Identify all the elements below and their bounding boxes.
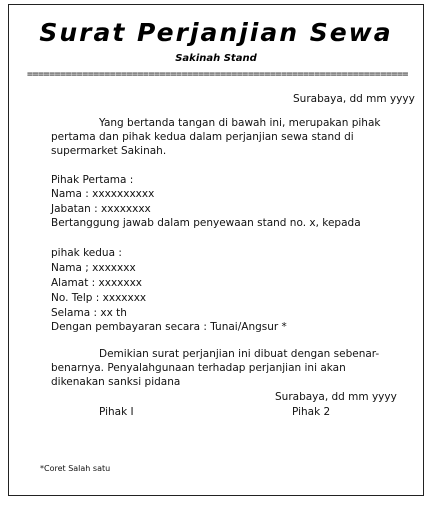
pihak-pertama-responsibility: Bertanggung jawab dalam penyewaan stand no. x, kepada [51,217,361,229]
signatory-pihak-1: Pihak I [99,406,134,418]
place-date-bottom: Surabaya, dd mm yyyy [275,391,397,403]
pihak-kedua-telp: No. Telp : xxxxxxx [51,292,147,304]
pihak-kedua-alamat: Alamat : xxxxxxx [51,277,143,289]
pihak-kedua-pembayaran: Dengan pembayaran secara : Tunai/Angsur * [51,321,287,333]
closing-line-1: Demikian surat perjanjian ini dibuat dengan sebenar- [99,348,380,360]
closing-line-3: dikenakan sanksi pidana [51,376,181,388]
pihak-pertama-heading: Pihak Pertama : [51,174,134,186]
signatory-pihak-2: Pihak 2 [292,406,331,418]
opening-line-1: Yang bertanda tangan di bawah ini, merupakan pihak [99,117,381,129]
place-date-top: Surabaya, dd mm yyyy [293,93,415,105]
footnote: *Coret Salah satu [40,464,111,473]
pihak-kedua-heading: pihak kedua : [51,247,122,259]
pihak-pertama-jabatan: Jabatan : xxxxxxxx [51,203,151,215]
pihak-pertama-nama: Nama : xxxxxxxxxx [51,188,155,200]
pihak-kedua-nama: Nama ; xxxxxxx [51,262,136,274]
document-page [8,4,424,496]
opening-line-2: pertama dan pihak kedua dalam perjanjian sewa stand di [51,131,354,143]
document-title: Surat Perjanjian Sewa [39,18,393,47]
opening-line-3: supermarket Sakinah. [51,145,167,157]
document-subtitle: Sakinah Stand [175,53,257,64]
closing-line-2: benarnya. Penyalahgunaan terhadap perjanjian ini akan [51,362,346,374]
separator-line: ===================================================================== [27,71,408,78]
pihak-kedua-selama: Selama : xx th [51,307,127,319]
